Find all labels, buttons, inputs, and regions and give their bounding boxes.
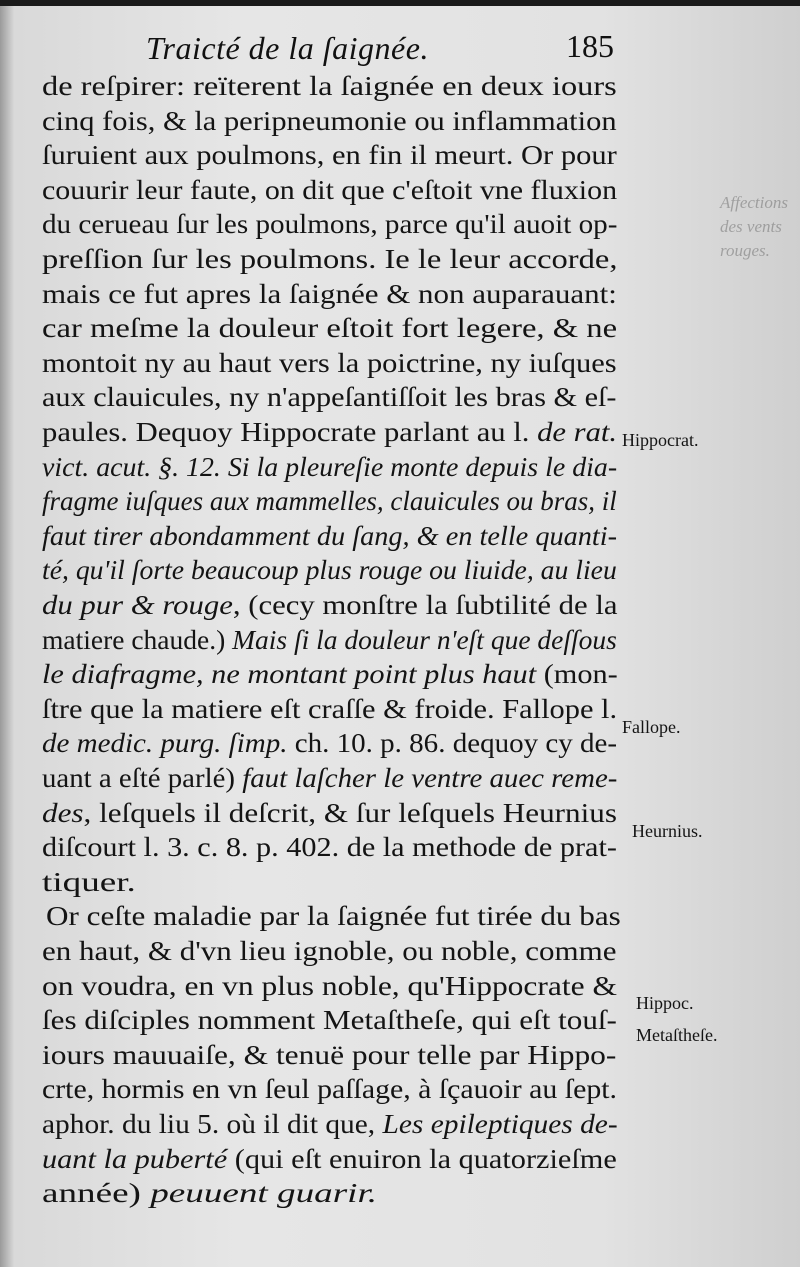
margin-note-heurnius: Heurnius. <box>632 821 703 841</box>
text-line <box>42 1038 617 1070</box>
text-line <box>42 1075 617 1103</box>
text-line <box>42 245 617 273</box>
text-segment: couurir leur faute, on dit que c'eſtoit vne fluxion <box>42 173 618 205</box>
text-segment: on voudra, en vn plus noble, qu'Hippocrate & <box>42 969 617 1001</box>
text-line <box>42 277 617 309</box>
running-title: Traicté de la ſaignée. <box>146 30 429 66</box>
text-segment: diſcourt l. 3. c. 8. p. 402. de la methode de prat- <box>42 831 617 863</box>
italic-segment: faut laſcher le ventre auec reme- <box>242 762 618 793</box>
text-segment: crte, hormis en vn ſeul paſſage, à ſçauoir au ſept. <box>42 1073 617 1105</box>
text-segment: iours mauuaiſe, & tenuë pour telle par Hippo- <box>42 1038 617 1070</box>
italic-segment: fragme iuſques aux mammelles, clauicules ou bras, il <box>42 485 617 517</box>
italic-segment: vict. acut. §. 12. Si la pleureſie monte depuis le dia- <box>42 450 618 482</box>
text-line <box>42 104 617 136</box>
margin-note-hippoc: Hippoc. <box>636 993 694 1013</box>
italic-segment: Les epileptiques de- <box>382 1108 618 1139</box>
italic-segment: té, qu'il ſorte beaucoup plus rouge ou liuide, au lieu <box>42 554 617 586</box>
text-segment: aux clauicules, ny n'appeſantiſſoit les bras & eſ- <box>42 381 617 413</box>
text-segment: ſes diſciples nomment Metaſtheſe, qui eſt touſ- <box>42 1004 617 1036</box>
text-line <box>42 1142 617 1174</box>
text-line <box>42 1006 617 1034</box>
text-line <box>42 314 617 342</box>
text-segment: année) <box>42 1177 151 1209</box>
text-line <box>42 591 618 619</box>
text-line <box>42 833 617 861</box>
book-page <box>0 6 800 1267</box>
text-line <box>42 72 617 100</box>
text-line <box>42 692 618 724</box>
text-segment: montoit ny au haut vers la poictrine, ny iuſques <box>42 346 617 378</box>
text-segment: (qui eſt enuiron la quatorzieſme <box>227 1142 617 1174</box>
italic-segment: des <box>42 796 84 828</box>
text-segment: du cerueau ſur les poulmons, parce qu'il auoit op- <box>42 208 618 240</box>
show-through-bleed: Affections des vents rouges. <box>720 193 788 260</box>
text-segment: ſuruient aux poulmons, en fin il meurt. Or pour <box>42 139 617 171</box>
text-segment: ſtre que la matiere eſt craſſe & froide. Fallope l. <box>42 692 618 724</box>
text-segment: paules. Dequoy Hippocrate parlant au l. <box>42 416 538 447</box>
text-line <box>46 902 621 930</box>
text-segment: , (cecy monſtre la ſubtilité de la <box>232 589 618 620</box>
text-line <box>42 937 617 965</box>
text-segment: car meſme la douleur eſtoit fort legere, & ne <box>42 312 618 344</box>
text-line <box>42 1179 377 1207</box>
text-line <box>42 487 617 515</box>
italic-segment: uant la puberté <box>42 1142 228 1174</box>
text-segment: (mon- <box>536 658 618 690</box>
text-segment: , leſquels il deſcrit, & ſur leſquels Heurnius <box>83 796 617 828</box>
margin-note-metasthese: Metaſtheſe. <box>636 1025 718 1045</box>
text-line <box>42 623 617 655</box>
text-line <box>42 865 136 897</box>
text-segment: en haut, & d'vn lieu ignoble, ou noble, comme <box>42 935 617 966</box>
text-segment: matiere chaude.) <box>42 623 233 655</box>
italic-segment: de rat. <box>537 416 618 447</box>
text-line <box>42 519 618 551</box>
text-segment: Or ceſte maladie par la ſaignée fut tirée du bas <box>46 900 621 932</box>
text-line <box>42 969 617 1001</box>
text-line <box>42 450 618 482</box>
text-line <box>42 210 617 238</box>
main-text <box>0 6 800 1267</box>
text-line <box>42 1110 618 1138</box>
italic-segment: faut tirer abondamment du ſang, & en telle quanti- <box>42 519 618 551</box>
text-line <box>42 660 618 688</box>
italic-segment: peuuent guarir. <box>150 1177 378 1209</box>
page-number: 185 <box>566 28 614 64</box>
margin-note-hippocrat: Hippocrat. <box>622 430 699 450</box>
text-segment: preſſion ſur les poulmons. Ie le leur accorde, <box>42 243 618 274</box>
text-line <box>42 383 616 411</box>
margin-note-fallope: Fallope. <box>622 717 681 737</box>
text-line <box>42 764 617 792</box>
italic-segment: de medic. purg. ſimp. <box>42 727 288 759</box>
text-line <box>42 418 617 446</box>
text-segment: ch. 10. p. 86. dequoy cy de- <box>287 727 618 759</box>
italic-segment: le diafragme, ne montant point plus haut <box>42 658 537 690</box>
italic-segment: du pur & rouge <box>42 589 233 620</box>
text-line <box>42 556 617 584</box>
text-segment: tiquer. <box>42 865 136 897</box>
text-segment: cinq fois, & la peripneumonie ou inflammation <box>42 104 617 136</box>
text-line <box>42 141 617 169</box>
text-segment: aphor. du liu 5. où il dit que, <box>42 1108 383 1139</box>
text-line <box>42 796 617 828</box>
text-line <box>42 729 617 757</box>
text-line <box>42 346 617 378</box>
text-segment: uant a eſté parlé) <box>42 762 243 793</box>
text-segment: de reſpirer: reïterent la ſaignée en deux iours <box>42 70 617 101</box>
text-segment: mais ce fut apres la ſaignée & non auparauant: <box>42 277 617 309</box>
italic-segment: Mais ſi la douleur n'eſt que deſſous <box>232 623 617 655</box>
text-line <box>42 173 618 205</box>
